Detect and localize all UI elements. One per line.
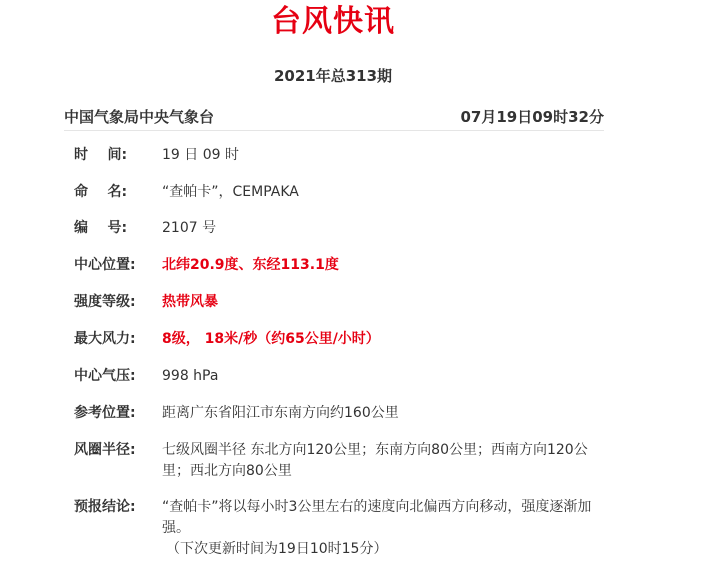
issue-datetime: 07月19日09时32分: [460, 108, 604, 126]
row-value: 998 hPa: [162, 368, 219, 384]
row-label: 编 号:: [74, 220, 128, 236]
row-value: 热带风暴: [162, 294, 218, 310]
row-label: 中心气压:: [74, 368, 136, 384]
row-value: 19 日 09 时: [162, 147, 239, 163]
row-value: 2107 号: [162, 220, 217, 236]
row-label: 最大风力:: [74, 331, 136, 347]
row-label: 强度等级:: [74, 294, 136, 310]
agency-name: 中国气象局中央气象台: [64, 108, 215, 126]
row-label: 风圈半径:: [74, 442, 136, 458]
row-label: 时 间:: [74, 147, 128, 163]
forecast-text: “查帕卡”将以每小时3公里左右的速度向北偏西方向移动，强度逐渐加强。: [162, 499, 592, 536]
row-value: “查帕卡”，CEMPAKA: [162, 184, 299, 200]
page-title: 台风快讯: [271, 4, 395, 39]
row-label: 参考位置:: [74, 405, 136, 421]
row-label: 中心位置:: [74, 257, 136, 273]
bulletin-header: [64, 104, 604, 131]
row-value: 七级风圈半径 东北方向120公里；东南方向80公里；西南方向120公里；西北方向80公里: [162, 442, 588, 479]
row-value: [162, 497, 602, 560]
next-update-note: （下次更新时间为19日10时15分）: [166, 541, 388, 557]
row-value: 8级， 18米/秒（约65公里/小时）: [162, 331, 380, 347]
issue-number: 2021年总313期: [273, 67, 393, 85]
row-value: 北纬20.9度、东经113.1度: [162, 257, 339, 273]
row-label: 命 名:: [74, 184, 128, 200]
row-value: 距离广东省阳江市东南方向约160公里: [162, 405, 399, 421]
row-label: 预报结论:: [74, 499, 136, 515]
